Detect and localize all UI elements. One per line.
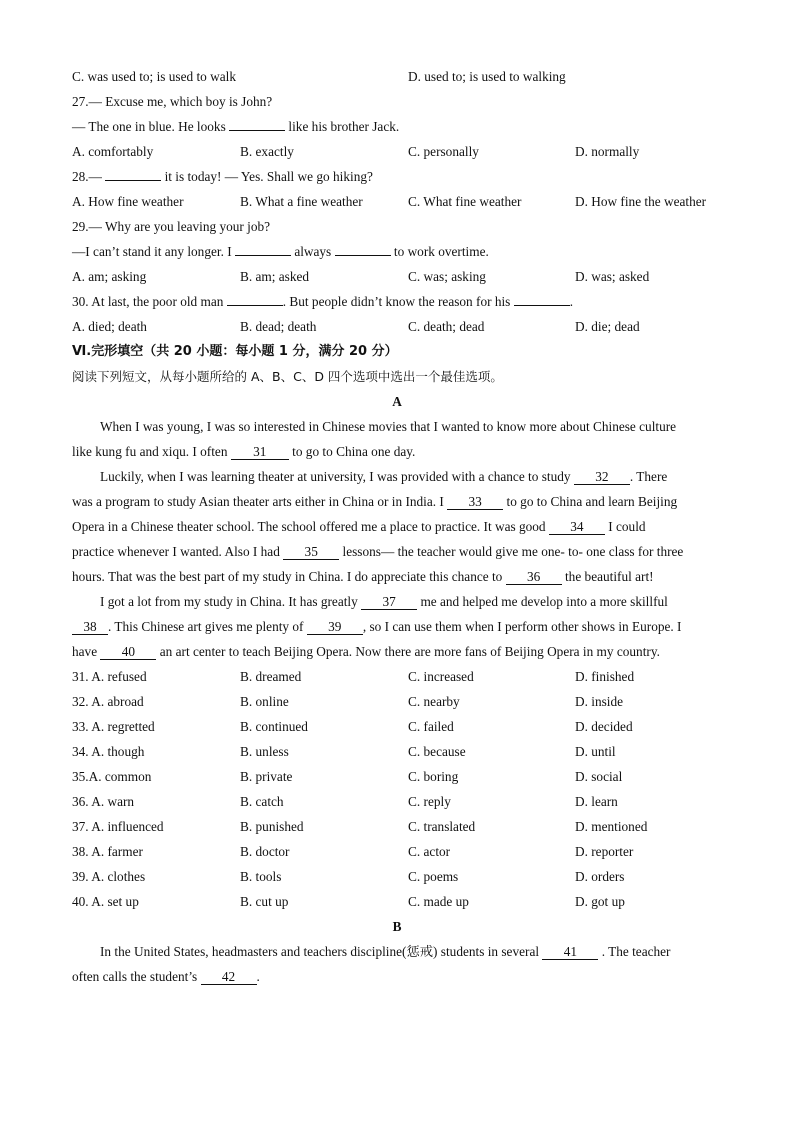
q26-options	[72, 64, 722, 89]
option-a: 33. A. regretted	[72, 719, 155, 734]
option-d: D. social	[575, 769, 623, 784]
option-c: C. poems	[408, 869, 459, 884]
exam-page	[72, 64, 722, 989]
q26-option-c: C. was used to; is used to walk	[72, 69, 236, 84]
q30-stem: 30. At last, the poor old man . But people didn’t know the reason for his .	[72, 289, 722, 314]
blank-36: 36	[506, 569, 562, 585]
blank-37: 37	[361, 594, 417, 610]
option-c: C. actor	[408, 844, 451, 859]
option-a: 32. A. abroad	[72, 694, 144, 709]
options-row	[72, 839, 722, 864]
answer-blank	[514, 291, 570, 306]
option-b: B. What a fine weather	[240, 194, 363, 209]
option-a: 37. A. influenced	[72, 819, 164, 834]
passage-a-p3-line3: have 40 an art center to teach Beijing Opera. Now there are more fans of Beijing Opera in my country.	[72, 644, 660, 659]
option-a: 31. A. refused	[72, 669, 147, 684]
passage-a-p3-line1: I got a lot from my study in China. It has greatly 37 me and helped me develop into a more skillful	[100, 594, 668, 609]
option-a: 38. A. farmer	[72, 844, 143, 859]
option-a: A. am; asking	[72, 269, 147, 284]
option-d: D. learn	[575, 794, 618, 809]
option-d: D. decided	[575, 719, 633, 734]
answer-blank	[235, 241, 291, 256]
q29-stem: 29.— Why are you leaving your job?	[72, 219, 271, 234]
option-a: A. How fine weather	[72, 194, 184, 209]
answer-blank	[227, 291, 283, 306]
q28-stem: 28.— it is today! — Yes. Shall we go hiking?	[72, 164, 722, 189]
option-a: 34. A. though	[72, 744, 145, 759]
option-c: C. was; asking	[408, 269, 486, 284]
answer-blank	[105, 166, 161, 181]
options-row	[72, 764, 722, 789]
options-row	[72, 664, 722, 689]
passage-a-p2-line3: Opera in a Chinese theater school. The school offered me a place to practice. It was good 34 I could	[72, 519, 646, 534]
option-c: C. failed	[408, 719, 454, 734]
option-c: C. reply	[408, 794, 451, 809]
passage-a-p2-line1: Luckily, when I was learning theater at university, I was provided with a chance to study 32 . There	[100, 469, 668, 484]
answer-blank	[229, 116, 285, 131]
passage-b-line1: In the United States, headmasters and teachers discipline(惩戒) students in several 41 . The teacher	[100, 944, 671, 959]
option-d: D. finished	[575, 669, 635, 684]
option-d: D. reporter	[575, 844, 634, 859]
options-row	[72, 714, 722, 739]
blank-31: 31	[231, 444, 289, 460]
blank-39: 39	[307, 619, 363, 635]
option-b: B. tools	[240, 869, 282, 884]
option-d: D. was; asked	[575, 269, 650, 284]
option-c: C. What fine weather	[408, 194, 522, 209]
option-d: D. got up	[575, 894, 625, 909]
option-d: D. inside	[575, 694, 624, 709]
passage-a-p2-line4: practice whenever I wanted. Also I had 35 lessons— the teacher would give me one- to- one class for three	[72, 544, 684, 559]
option-a: 39. A. clothes	[72, 869, 146, 884]
option-d: D. die; dead	[575, 319, 640, 334]
passage-a-p1-line2: like kung fu and xiqu. I often 31 to go to China one day.	[72, 444, 416, 459]
passage-a-p2-line5: hours. That was the best part of my study in China. I do appreciate this chance to 36 the beautiful art!	[72, 569, 654, 584]
option-c: C. made up	[408, 894, 469, 909]
q27-options	[72, 139, 722, 164]
passage-b-label: B	[392, 919, 402, 934]
option-b: B. doctor	[240, 844, 290, 859]
blank-42: 42	[201, 969, 257, 985]
options-row	[72, 889, 722, 914]
option-b: B. catch	[240, 794, 284, 809]
option-b: B. cut up	[240, 894, 289, 909]
section-instruction: 阅读下列短文，从每小题所给的 A、B、C、D 四个选项中选出一个最佳选项。	[72, 369, 503, 384]
option-d: D. mentioned	[575, 819, 648, 834]
option-a: A. died; death	[72, 319, 147, 334]
blank-34: 34	[549, 519, 605, 535]
blank-41: 41	[542, 944, 598, 960]
option-a: 40. A. set up	[72, 894, 139, 909]
option-b: B. private	[240, 769, 293, 784]
options-row	[72, 739, 722, 764]
passage-b-line2: often calls the student’s 42 .	[72, 969, 260, 984]
option-b: B. dreamed	[240, 669, 302, 684]
q26-option-d: D. used to; is used to walking	[408, 69, 566, 84]
option-a: 36. A. warn	[72, 794, 135, 809]
option-d: D. How fine the weather	[575, 194, 707, 209]
q30-options	[72, 314, 722, 339]
options-table	[72, 664, 722, 914]
passage-a-p2-line2: was a program to study Asian theater arts either in China or in India. I 33 to go to China and learn Beijing	[72, 494, 678, 509]
section-title: Ⅵ.完形填空（共 20 小题：每小题 1 分，满分 20 分）	[72, 344, 398, 359]
q28-options	[72, 189, 722, 214]
option-a: A. comfortably	[72, 144, 154, 159]
option-c: C. nearby	[408, 694, 460, 709]
passage-a-p3-line2: 38 . This Chinese art gives me plenty of 39 , so I can use them when I perform other shows in Europe. I	[72, 614, 722, 639]
option-b: B. am; asked	[240, 269, 310, 284]
q29-dialogue: —I can’t stand it any longer. I always to work overtime.	[72, 239, 722, 264]
options-row	[72, 864, 722, 889]
option-a: 35.A. common	[72, 769, 152, 784]
option-c: C. translated	[408, 819, 476, 834]
option-c: C. because	[408, 744, 466, 759]
passage-a-p1-line1: When I was young, I was so interested in Chinese movies that I wanted to know more about Chinese culture	[100, 419, 677, 434]
answer-blank	[335, 241, 391, 256]
options-row	[72, 689, 722, 714]
option-c: C. boring	[408, 769, 459, 784]
option-d: D. until	[575, 744, 616, 759]
blank-40: 40	[100, 644, 156, 660]
blank-35: 35	[283, 544, 339, 560]
q29-options	[72, 264, 722, 289]
option-b: B. continued	[240, 719, 308, 734]
option-c: C. death; dead	[408, 319, 485, 334]
option-c: C. increased	[408, 669, 474, 684]
option-b: B. online	[240, 694, 289, 709]
blank-32: 32	[574, 469, 630, 485]
q27-dialogue: — The one in blue. He looks like his brother Jack.	[72, 114, 722, 139]
option-c: C. personally	[408, 144, 479, 159]
option-d: D. orders	[575, 869, 625, 884]
option-b: B. unless	[240, 744, 289, 759]
option-d: D. normally	[575, 144, 640, 159]
options-row	[72, 789, 722, 814]
options-row	[72, 814, 722, 839]
option-b: B. dead; death	[240, 319, 317, 334]
blank-33: 33	[447, 494, 503, 510]
q27-stem: 27.— Excuse me, which boy is John?	[72, 94, 273, 109]
option-b: B. exactly	[240, 144, 294, 159]
blank-38: 38	[72, 619, 108, 635]
passage-a-label: A	[392, 394, 402, 409]
option-b: B. punished	[240, 819, 304, 834]
